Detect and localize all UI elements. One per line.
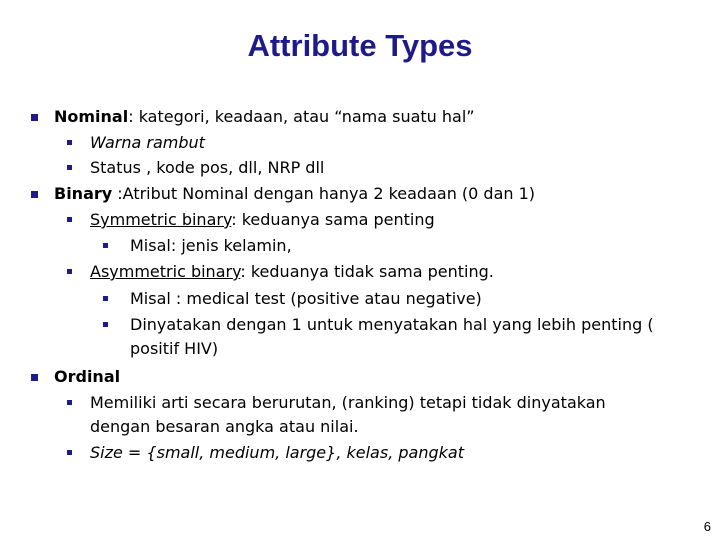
bullet-icon — [67, 217, 72, 222]
binary-text: :Atribut Nominal dengan hanya 2 keadaan (0 dan 1) — [112, 184, 536, 203]
bullet-icon — [31, 374, 38, 381]
warna-line: Warna rambut — [90, 133, 205, 152]
symmetric-text: : keduanya sama penting — [231, 210, 435, 229]
symmetric-label: Symmetric binary — [90, 210, 232, 229]
bullet-icon — [31, 191, 38, 198]
binary-line — [54, 181, 535, 206]
asymmetric-label: Asymmetric binary — [90, 262, 241, 281]
bullet-icon — [103, 296, 108, 301]
status-line: Status , kode pos, dll, NRP dll — [90, 158, 325, 177]
bullet-icon — [67, 269, 72, 274]
nominal-label: Nominal — [54, 107, 129, 126]
symmetric-line — [90, 207, 435, 232]
dinyatakan-line-1: Dinyatakan dengan 1 untuk menyatakan hal yang lebih penting ( — [130, 315, 654, 334]
binary-label: Binary — [54, 184, 113, 203]
bullet-icon — [67, 165, 72, 170]
memiliki-line-1: Memiliki arti secara berurutan, (ranking) tetapi tidak dinyatakan — [90, 393, 606, 412]
bullet-icon — [67, 400, 72, 405]
misal-jenis-line: Misal: jenis kelamin, — [130, 236, 292, 255]
size-line — [90, 440, 464, 465]
dinyatakan-line-2: positif HIV) — [130, 339, 219, 358]
nominal-text: : kategori, keadaan, atau “nama suatu hal” — [128, 107, 475, 126]
misal-medical-line: Misal : medical test (positive atau negative) — [130, 289, 482, 308]
ordinal-label: Ordinal — [54, 367, 121, 386]
bullet-icon — [103, 243, 108, 248]
page-number: 6 — [703, 519, 711, 534]
bullet-icon — [67, 140, 72, 145]
asymmetric-line — [90, 259, 494, 284]
size-text: Size = {small, medium, large}, kelas, pangkat — [90, 443, 464, 462]
bullet-icon — [31, 114, 38, 121]
nominal-line — [54, 104, 475, 129]
bullet-icon — [67, 450, 72, 455]
bullet-icon — [103, 322, 108, 327]
memiliki-line-2: dengan besaran angka atau nilai. — [90, 417, 359, 436]
slide-title: Attribute Types — [247, 28, 473, 63]
asymmetric-text: : keduanya tidak sama penting. — [240, 262, 494, 281]
